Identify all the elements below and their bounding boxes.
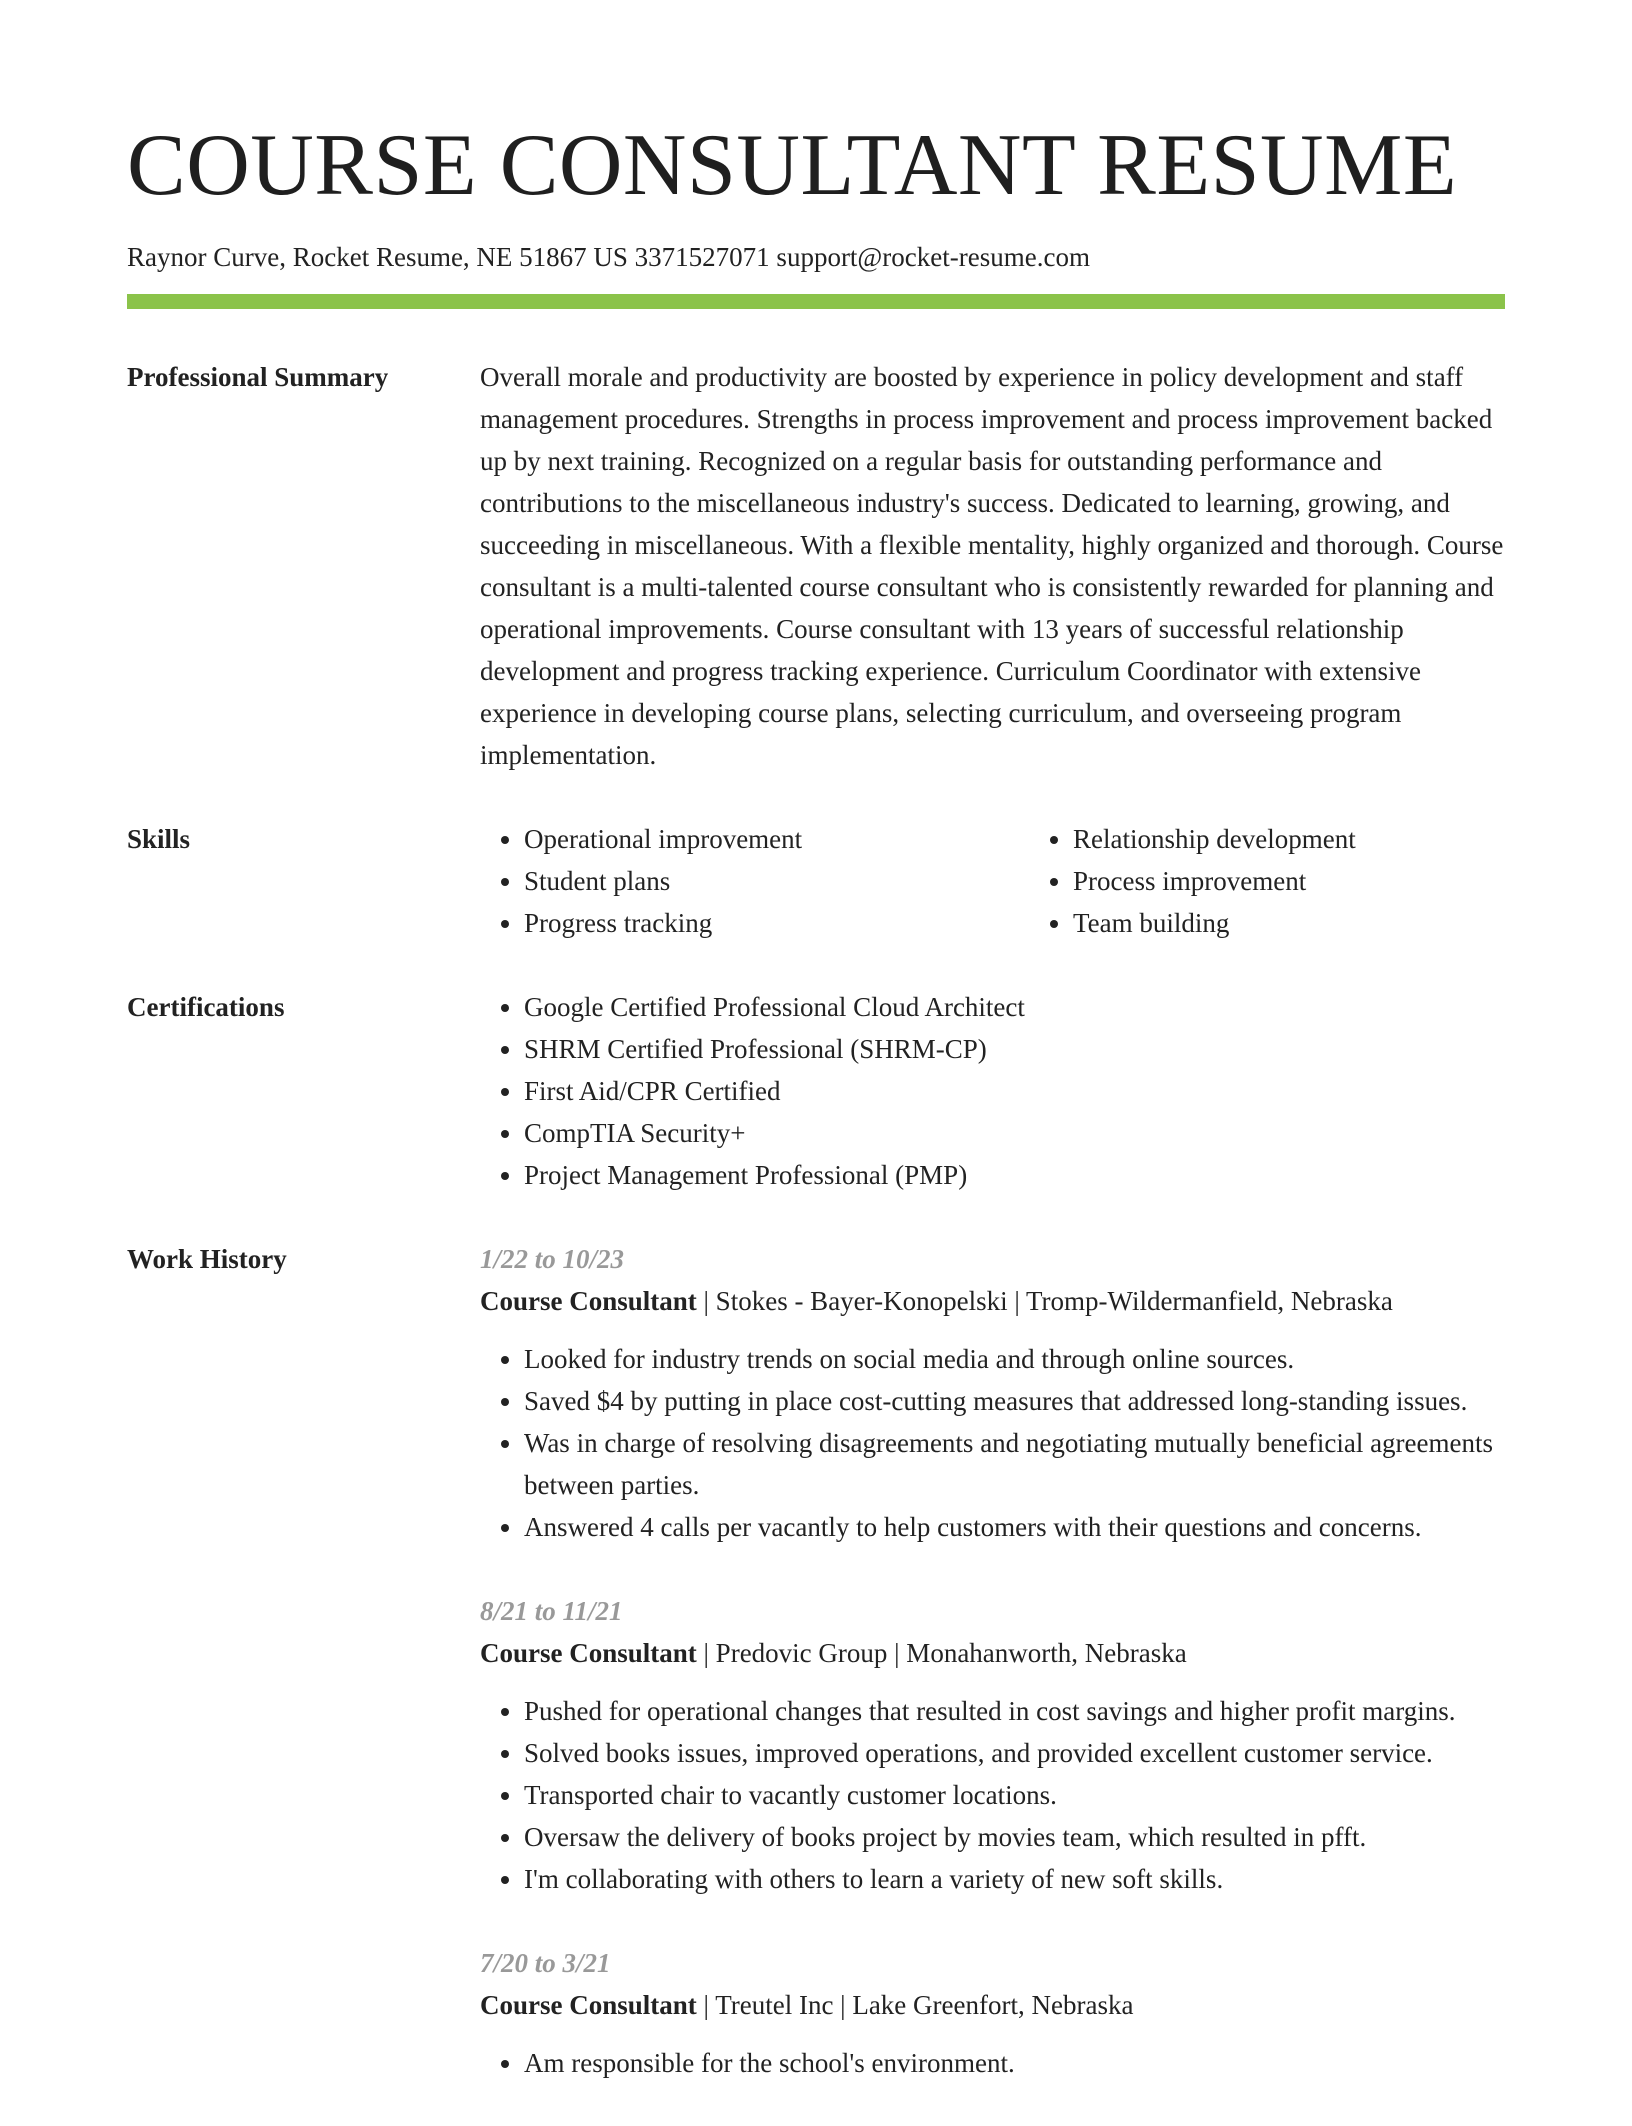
skills-label: Skills [127, 824, 191, 855]
contact-line: Raynor Curve, Rocket Resume, NE 51867 US 3371527071 support@rocket-resume.com [127, 241, 1090, 272]
certifications-list [480, 986, 1505, 1196]
accent-divider [127, 294, 1505, 309]
job-bullets [480, 1690, 1505, 1900]
skill-item: • Team building [1073, 902, 1578, 944]
summary-body [480, 356, 1505, 776]
work-history-body [480, 1238, 1505, 2126]
job-bullet: • Saved $4 by putting in place cost-cutting measures that addressed long-standing issues. [524, 1380, 1505, 1422]
certification-item: • First Aid/CPR Certified [524, 1070, 1505, 1112]
job-bullets [480, 2042, 1505, 2084]
certifications-body [480, 986, 1505, 1196]
job-title-line [480, 1632, 1505, 1674]
job-details: | Predovic Group | Monahanworth, Nebraska [696, 1638, 1187, 1669]
job-details: | Stokes - Bayer-Konopelski | Tromp-Wildermanfield, Nebraska [696, 1286, 1393, 1317]
work-history-section [127, 1238, 1505, 2126]
certifications-label: Certifications [127, 992, 285, 1023]
job-bullet: • Oversaw the delivery of books project by movies team, which resulted in pfft. [524, 1816, 1505, 1858]
job-role: Course Consultant [480, 1990, 697, 2021]
job-entry [480, 1942, 1505, 2084]
skill-item: • Operational improvement [524, 818, 1029, 860]
job-dates: 8/21 to 11/21 [480, 1596, 623, 1627]
job-bullet: • Looked for industry trends on social media and through online sources. [524, 1338, 1505, 1380]
job-dates: 7/20 to 3/21 [480, 1948, 611, 1979]
job-dates: 1/22 to 10/23 [480, 1244, 625, 1275]
job-bullet: • I'm collaborating with others to learn a variety of new soft skills. [524, 1858, 1505, 1900]
skills-grid [480, 818, 1578, 944]
skill-item: • Progress tracking [524, 902, 1029, 944]
skill-item: • Relationship development [1073, 818, 1578, 860]
skills-column-1 [480, 818, 1029, 944]
job-role: Course Consultant [480, 1638, 697, 1669]
skill-item: • Student plans [524, 860, 1029, 902]
page-title: COURSE CONSULTANT RESUME [127, 117, 1458, 214]
job-title-line [480, 1984, 1505, 2026]
summary-label: Professional Summary [127, 362, 389, 393]
certification-item: • CompTIA Security+ [524, 1112, 1505, 1154]
job-bullet: • Answered 4 calls per vacantly to help customers with their questions and concerns. [524, 1506, 1505, 1548]
skill-item: • Process improvement [1073, 860, 1578, 902]
job-entry [480, 1238, 1505, 1548]
job-details: | Treutel Inc | Lake Greenfort, Nebraska [696, 1990, 1134, 2021]
job-entry [480, 1590, 1505, 1900]
summary-section [127, 356, 1505, 776]
skills-body [480, 818, 1578, 944]
skills-section [127, 818, 1505, 944]
skills-column-2 [1029, 818, 1578, 944]
work-history-label: Work History [127, 1244, 287, 1275]
certifications-section [127, 986, 1505, 1196]
job-role: Course Consultant [480, 1286, 697, 1317]
job-bullet: • Solved books issues, improved operations, and provided excellent customer service. [524, 1732, 1505, 1774]
job-bullet: • Pushed for operational changes that resulted in cost savings and higher profit margins. [524, 1690, 1505, 1732]
job-bullets [480, 1338, 1505, 1548]
job-title-line [480, 1280, 1505, 1322]
job-bullet: • Am responsible for the school's environment. [524, 2042, 1505, 2084]
summary-text: Overall morale and productivity are boosted by experience in policy development and staff management procedures. Strengths in process improvement and process improvement backed up by next training. Recognized on a regular basis for outstanding performance and contributions to the miscellaneous industry's success. Dedicated to learning, growing, and succeeding in miscellaneous. With a flexible mentality, highly organized and thorough. Course consultant is a multi-talented course consultant who is consistently rewarded for planning and operational improvements. Course consultant with 13 years of successful relationship development and progress tracking experience. Curriculum Coordinator with extensive experience in developing course plans, selecting curriculum, and overseeing program implementation. [480, 362, 1504, 771]
certification-item: • SHRM Certified Professional (SHRM-CP) [524, 1028, 1505, 1070]
certification-item: • Project Management Professional (PMP) [524, 1154, 1505, 1196]
job-bullet: • Transported chair to vacantly customer locations. [524, 1774, 1505, 1816]
certification-item: • Google Certified Professional Cloud Architect [524, 986, 1505, 1028]
job-bullet: • Was in charge of resolving disagreements and negotiating mutually beneficial agreements between parties. [524, 1422, 1505, 1506]
